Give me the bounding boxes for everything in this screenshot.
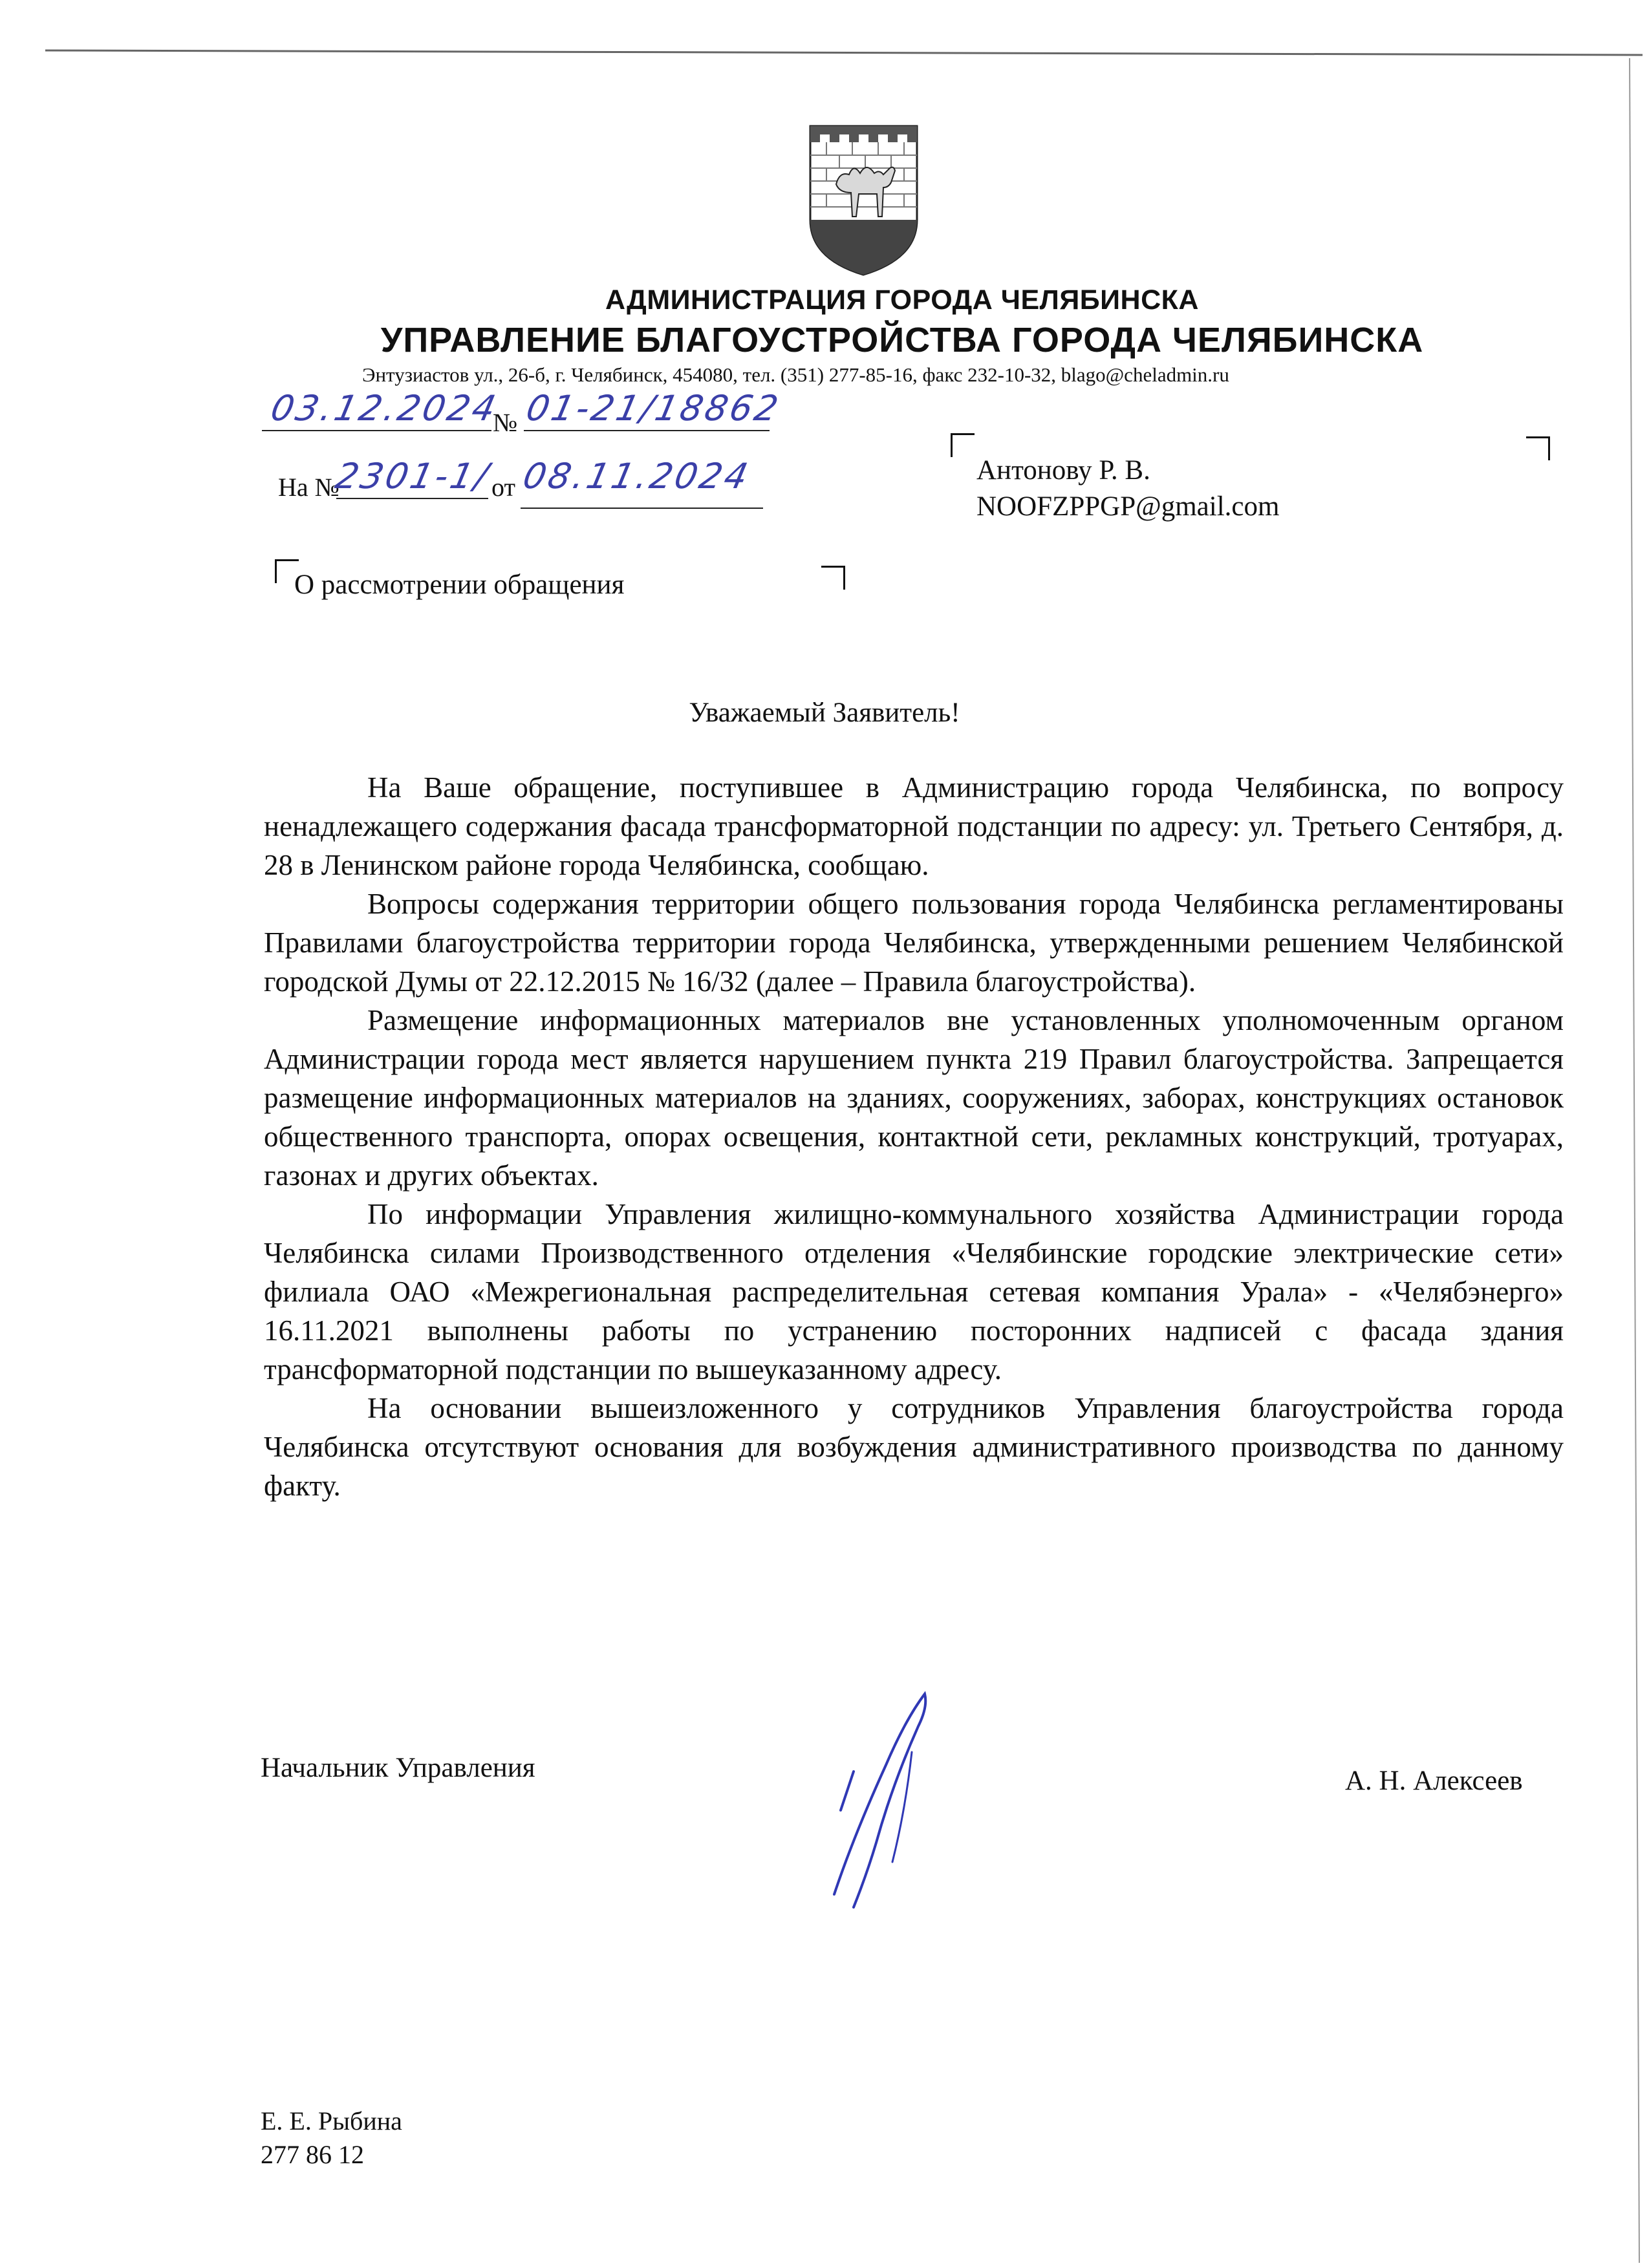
body-paragraph: Вопросы содержания территории общего пользования города Челябинска регламентированы Правилами благоустройства территории города Челябинска, утвержденными решением Челябинской городской Думы от 22.12.2015 № 16/32 (далее – Правила благоустройства). — [264, 888, 1564, 998]
reply-to-label: На № — [278, 473, 339, 502]
executor-name: Е. Е. Рыбина — [261, 2106, 402, 2135]
recipient-block — [976, 453, 1279, 525]
reply-to-date-handwritten: 08.11.2024 — [519, 456, 754, 497]
outgoing-number-label: № — [493, 408, 518, 437]
letter-subject: О рассмотрении обращения — [294, 570, 625, 600]
signatory-name: А. Н. Алексеев — [1345, 1766, 1523, 1796]
body-paragraph: По информации Управления жилищно-коммунального хозяйства Администрации города Челябинска силами Производственного отделения «Челябинские городские электрические сети» филиала ОАО «Межрегиональная распределительная сетевая компания Урала» - «Челябэнерго» 16.11.2021 выполнены работы по устранению посторонних надписей с фасада здания трансформаторной подстанции по вышеуказанному адресу. — [264, 1198, 1564, 1385]
reply-to-date-underline — [521, 508, 763, 509]
reply-to-number-handwritten: 2301-1/ — [332, 456, 495, 497]
letter-greeting: Уважаемый Заявитель! — [689, 698, 960, 728]
recipient-name: Антонову Р. В. — [976, 455, 1150, 486]
signatory-position: Начальник Управления — [261, 1753, 535, 1783]
executor-block — [261, 2104, 402, 2172]
recipient-corner-right — [1526, 436, 1550, 460]
outgoing-number-underline — [524, 430, 770, 431]
outgoing-date-underline — [262, 430, 491, 431]
body-paragraph: Размещение информационных материалов вне установленных уполномоченным органом Администрации города мест является нарушением пункта 219 Правил благоустройства. Запрещается размещение информационных материалов на зданиях, сооружениях, заборах, конструкциях остановок общественного транспорта, опорах освещения, контактной сети, рекламных конструкций, тротуарах, газонах и других объектах. — [264, 1004, 1564, 1192]
handwritten-signature-icon — [815, 1681, 964, 1914]
recipient-email: NOOFZPPGP@gmail.com — [976, 491, 1280, 522]
body-paragraph: На основании вышеизложенного у сотрудников Управления благоустройства города Челябинска отсутствуют основания для возбуждения административного производства по данному факту. — [264, 1392, 1564, 1502]
outgoing-date-handwritten: 03.12.2024 — [267, 388, 502, 429]
organization-name: АДМИНИСТРАЦИЯ ГОРОДА ЧЕЛЯБИНСКА — [605, 284, 1199, 316]
executor-phone: 277 86 12 — [261, 2140, 364, 2169]
letter-body — [264, 768, 1564, 1505]
recipient-corner-left — [951, 433, 975, 457]
reply-to-number-underline — [336, 498, 488, 499]
subject-corner-right — [821, 566, 845, 590]
outgoing-number-handwritten: 01-21/18862 — [523, 388, 784, 429]
chelyabinsk-coat-of-arms-icon — [807, 123, 920, 278]
reply-to-from-label: от — [491, 473, 515, 502]
body-paragraph: На Ваше обращение, поступившее в Администрацию города Челябинска, по вопросу ненадлежащего содержания фасада трансформаторной подстанции по адресу: ул. Третьего Сентября, д. 28 в Ленинском районе города Челябинска, сообщаю. — [264, 771, 1564, 881]
department-name: УПРАВЛЕНИЕ БЛАГОУСТРОЙСТВА ГОРОДА ЧЕЛЯБИНСКА — [380, 321, 1424, 359]
department-address: Энтузиастов ул., 26-б, г. Челябинск, 454080, тел. (351) 277-85-16, факс 232-10-32, blago@cheladmin.ru — [362, 363, 1229, 386]
